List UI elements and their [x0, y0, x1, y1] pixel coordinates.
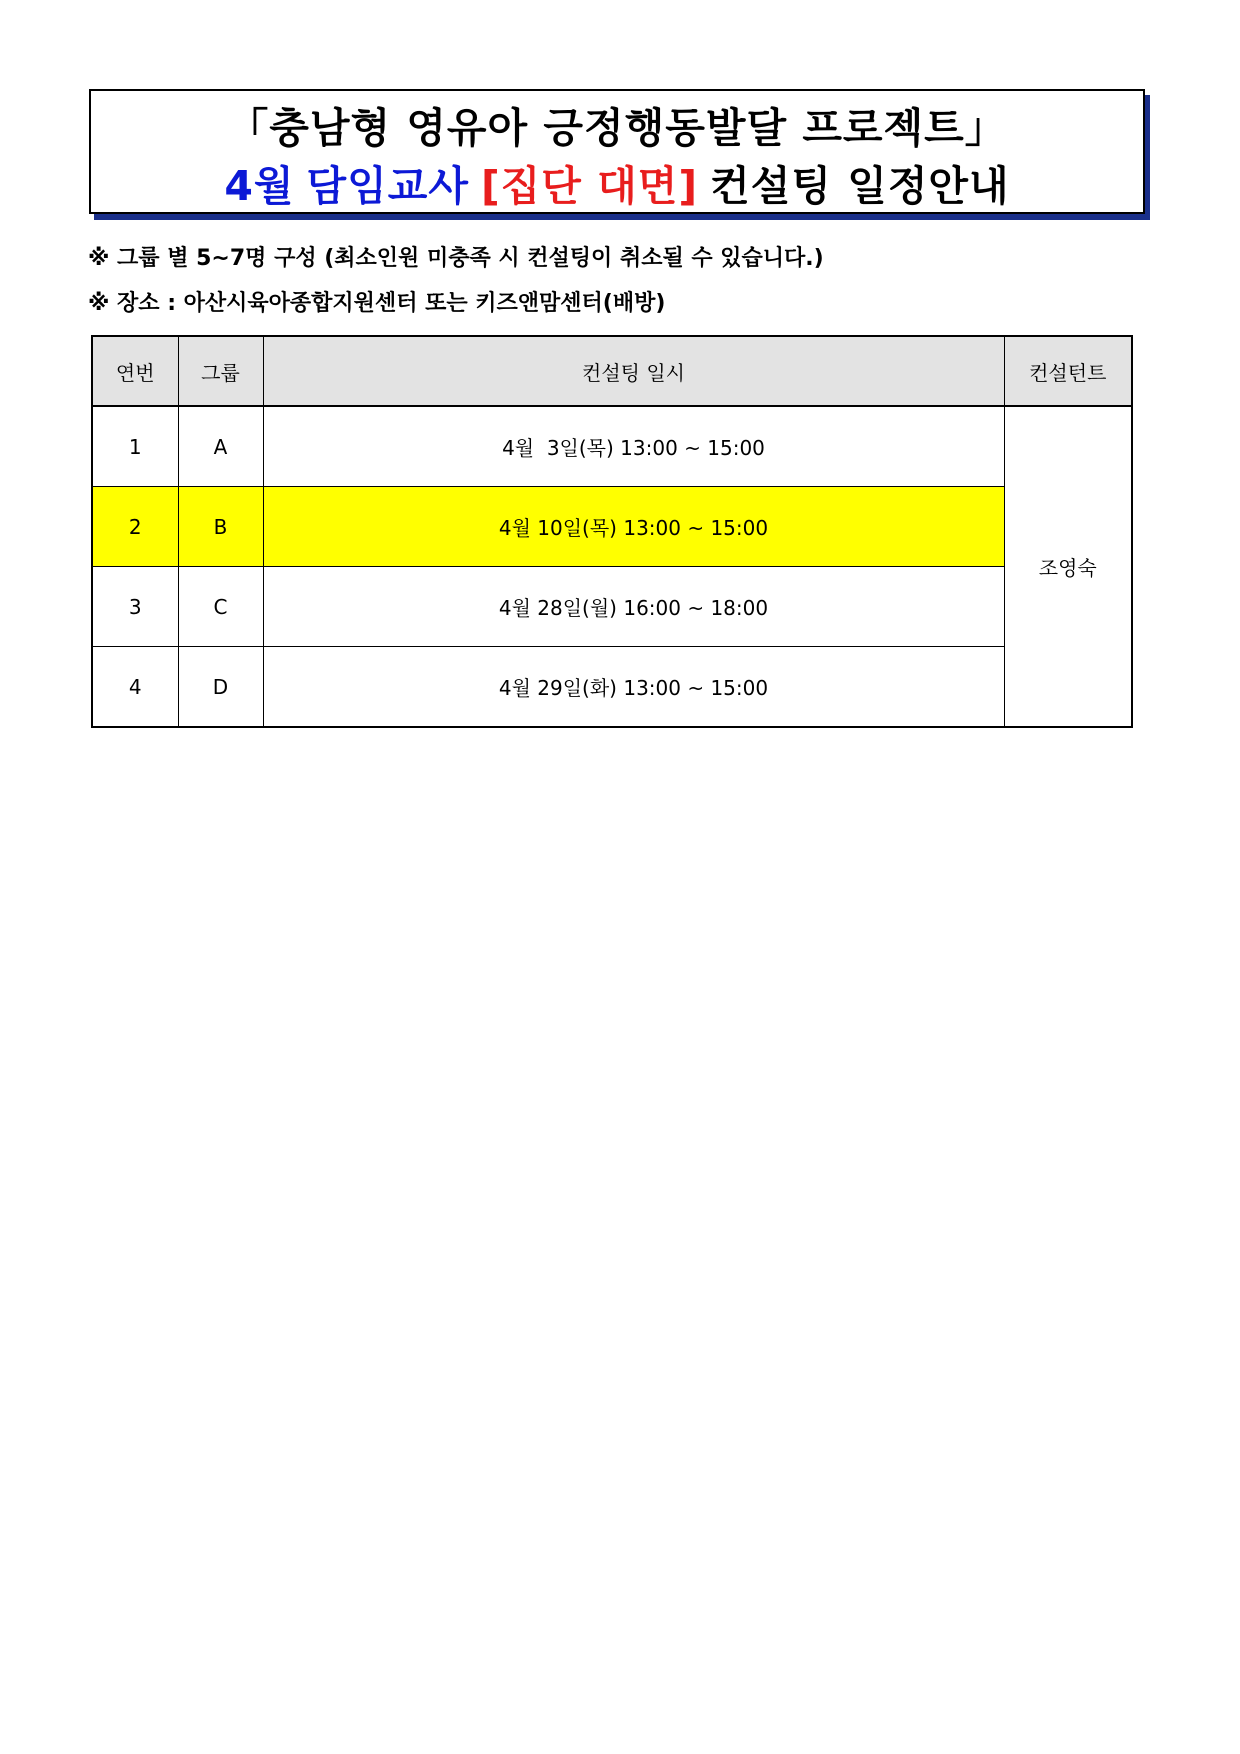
note-group-size: ※ 그룹 별 5~7명 구성 (최소인원 미충족 시 컨설팅이 취소될 수 있습니다.) [88, 246, 824, 271]
cell-datetime: 4월 28일(월) 16:00 ~ 18:00 [263, 567, 1004, 647]
header-no: 연번 [92, 336, 178, 406]
table-row [92, 647, 1132, 728]
cell-no: 4 [92, 647, 178, 728]
note-location: ※ 장소 : 아산시육아종합지원센터 또는 키즈앤맘센터(배방) [88, 291, 666, 316]
title-month: 4월 [224, 162, 295, 210]
title-box [89, 89, 1145, 214]
title-subject: 컨설팅 일정안내 [710, 162, 1010, 210]
header-datetime: 컨설팅 일시 [263, 336, 1004, 406]
schedule-table [91, 335, 1133, 728]
cell-group: D [178, 647, 263, 728]
cell-group: C [178, 567, 263, 647]
header-consultant: 컨설턴트 [1004, 336, 1132, 406]
cell-no: 3 [92, 567, 178, 647]
cell-datetime: 4월 3일(목) 13:00 ~ 15:00 [263, 406, 1004, 487]
cell-group: B [178, 487, 263, 567]
table-row [92, 567, 1132, 647]
cell-datetime: 4월 10일(목) 13:00 ~ 15:00 [263, 487, 1004, 567]
table-row [92, 406, 1132, 487]
title-project-name: 「충남형 영유아 긍정행동발달 프로젝트」 [227, 104, 1007, 152]
cell-no: 2 [92, 487, 178, 567]
cell-datetime: 4월 29일(화) 13:00 ~ 15:00 [263, 647, 1004, 728]
cell-no: 1 [92, 406, 178, 487]
table-row-highlighted [92, 487, 1132, 567]
title-schedule-heading [91, 153, 1143, 212]
title-format: [집단 대면] [480, 162, 699, 210]
header-group: 그룹 [178, 336, 263, 406]
cell-consultant: 조영숙 [1004, 406, 1132, 727]
table-header-row [92, 336, 1132, 406]
title-audience: 담임교사 [306, 162, 469, 210]
cell-group: A [178, 406, 263, 487]
